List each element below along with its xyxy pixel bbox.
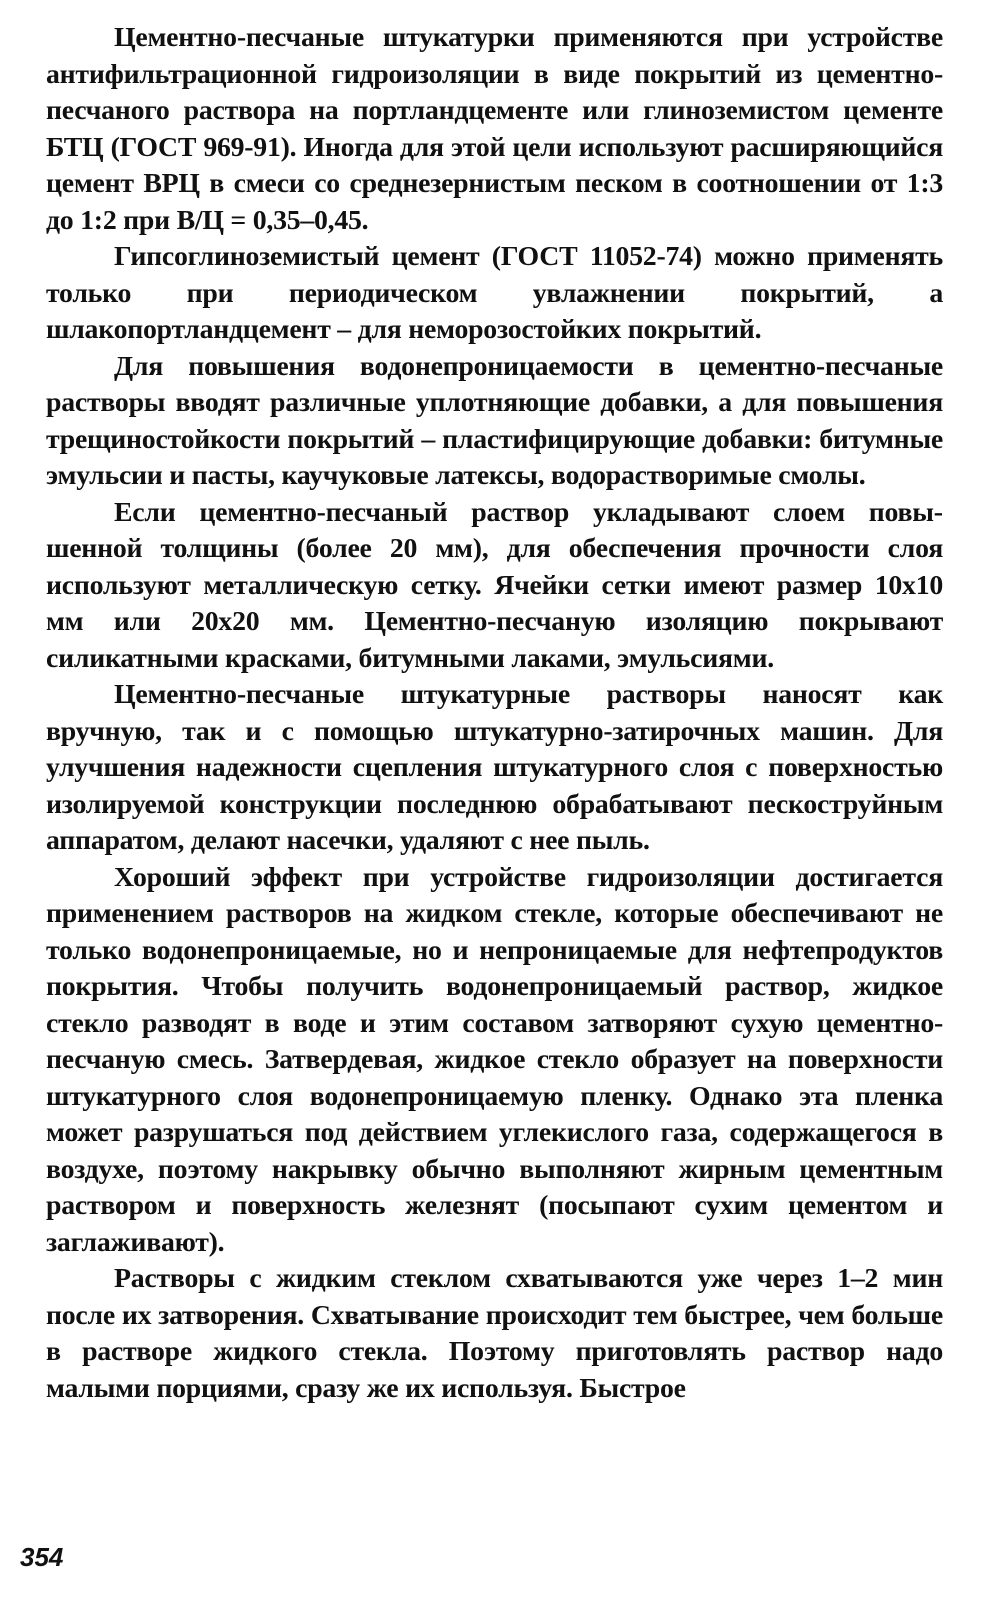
paragraph-application-methods: Цементно-песчаные штукатурные растворы наносят как вручную, так и с помощью штукатурно-затирочных машин. Для улучшения надежности сцепления штукатурного слоя с поверхностью изолируемой конструкции последнюю обрабатывают пескоструйным аппаратом, делают насечки, удаляют с нее пыль. xyxy=(46,679,943,856)
paragraph-cement-sand-plaster: Цементно-песчаные штукатурки применяются при устройстве антифильтрационной гидроизоляции в виде покрытий из цементно-песчаного раствора на портландцементе или глиноземистом цементе БТЦ (ГОСТ 969-91). Иногда для этой цели используют расширяющийся цемент ВРЦ в смеси со среднезернистым песком в соотношении от 1:3 до 1:2 при В/Ц = 0,35–0,45. xyxy=(46,22,943,236)
page-number: 354 xyxy=(20,1542,64,1572)
page-text-block xyxy=(46,20,943,1407)
paragraph-liquid-glass: Хороший эффект при устройстве гидроизоляции достигается применением растворов на жидком стекле, которые обеспечивают не только водонепроницаемые, но и непроницаемые для нефтепродуктов покрытия. Чтобы получить водонепроницаемый раствор, жидкое стекло разводят в воде и этим составом затворяют сухую цементно-песчаную смесь. Затвердевая, жидкое стекло образует на поверхности штукатурного слоя водонепроницаемую пленку. Однако эта пленка может разрушаться под действием углекислого газа, содержащегося в воздухе, поэтому накрывку обычно выполняют жирным цементным раствором и поверхность железнят (посыпают сухим цементом и заглаживают). xyxy=(46,861,943,1258)
paragraph-metal-mesh: Если цементно-песчаный раствор укладывают слоем повышенной толщины (более 20 мм), для обеспечения прочности слоя используют металлическую сетку. Ячейки сетки имеют размер 10х10 мм или 20х20 мм. Цементно-песчаную изоляцию покрывают силикатными красками, битумными лаками, эмульсиями. xyxy=(46,496,943,674)
paragraph-gypsum-alumina-cement: Гипсоглиноземистый цемент (ГОСТ 11052-74) можно применять только при периодическом увлажнении покрытий, а шлакопортландцемент – для неморозостойких покрытий. xyxy=(46,241,943,345)
paragraph-setting-time: Растворы с жидким стеклом схватываются уже через 1–2 мин после их затворения. Схватывание происходит тем быстрее, чем больше в растворе жидкого стекла. Поэтому приготовлять раствор надо малыми порциями, сразу же их используя. Быстрое xyxy=(46,1263,943,1404)
paragraph-waterproofing-additives: Для повышения водонепроницаемости в цементно-песчаные растворы вводят различные уплотняющие добавки, а для повышения трещиностойкости покрытий – пластифицирующие добавки: битумные эмульсии и пасты, каучуковые латексы, водорастворимые смолы. xyxy=(46,350,943,491)
